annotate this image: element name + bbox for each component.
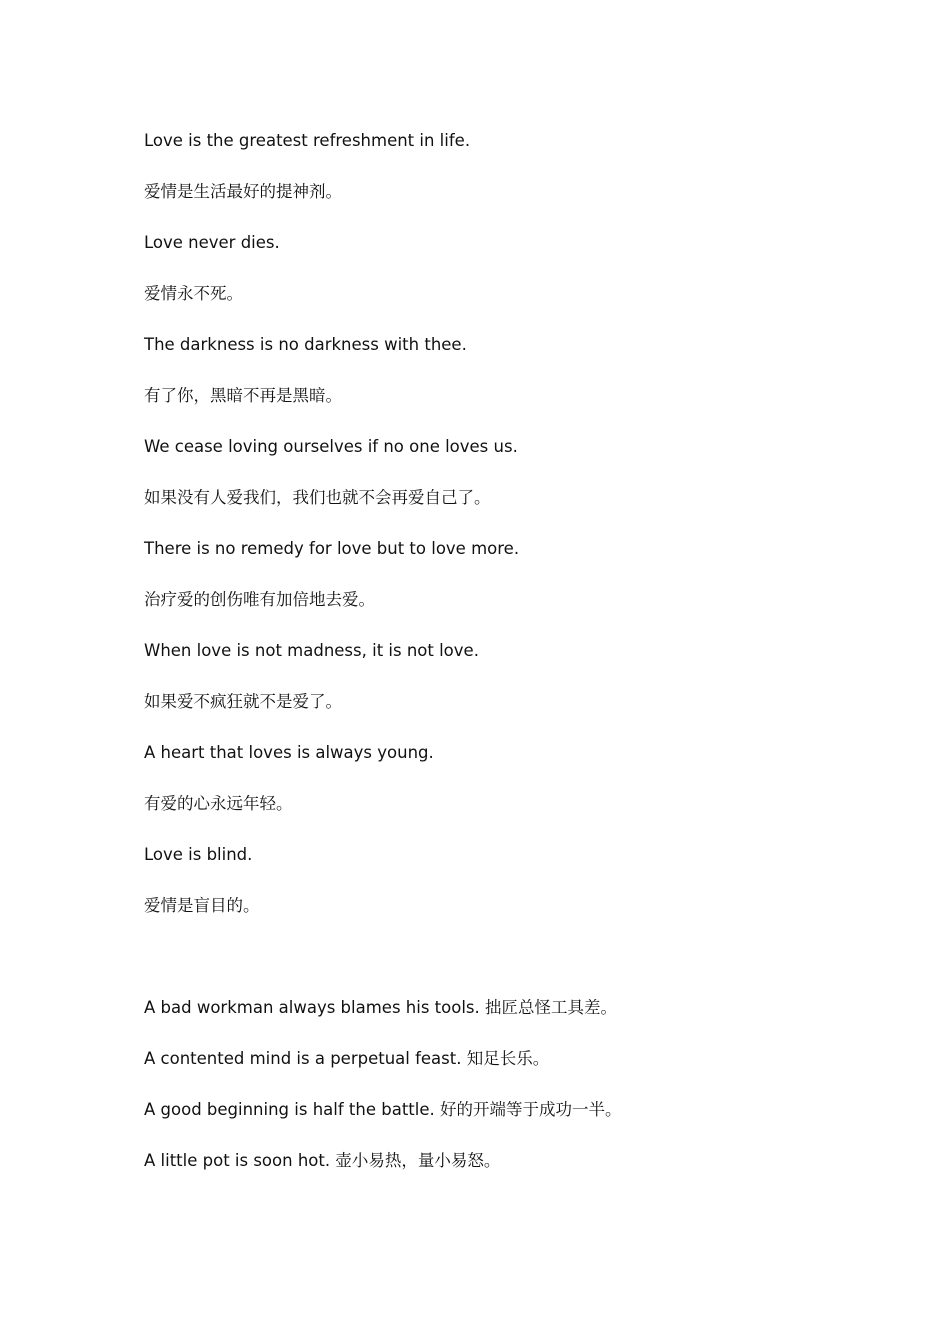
text-line: There is no remedy for love but to love more. [144, 539, 520, 558]
text-line: Love is blind. [144, 845, 253, 864]
text-line: A little pot is soon hot. 壶小易热，量小易怒。 [144, 1151, 501, 1170]
text-line: 如果爱不疯狂就不是爱了。 [144, 692, 342, 711]
text-line: A contented mind is a perpetual feast. 知足长乐。 [144, 1049, 550, 1068]
text-line: A bad workman always blames his tools. 拙匠总怪工具差。 [144, 998, 618, 1017]
text-line: We cease loving ourselves if no one loves us. [144, 437, 518, 456]
document-body [144, 128, 844, 1199]
text-line: Love never dies. [144, 233, 280, 252]
text-line: 有了你，黑暗不再是黑暗。 [144, 386, 342, 405]
text-line: When love is not madness, it is not love. [144, 641, 479, 660]
text-line: 爱情是生活最好的提神剂。 [144, 182, 342, 201]
text-line: A heart that loves is always young. [144, 743, 434, 762]
text-line: 治疗爱的创伤唯有加倍地去爱。 [144, 590, 375, 609]
text-line: 有爱的心永远年轻。 [144, 794, 293, 813]
text-line: Love is the greatest refreshment in life. [144, 131, 471, 150]
text-line: 如果没有人爱我们，我们也就不会再爱自己了。 [144, 488, 491, 507]
text-line: 爱情永不死。 [144, 284, 243, 303]
paragraph-gap [144, 944, 844, 995]
text-line: A good beginning is half the battle. 好的开端等于成功一半。 [144, 1100, 622, 1119]
text-line: 爱情是盲目的。 [144, 896, 260, 915]
text-line: The darkness is no darkness with thee. [144, 335, 467, 354]
